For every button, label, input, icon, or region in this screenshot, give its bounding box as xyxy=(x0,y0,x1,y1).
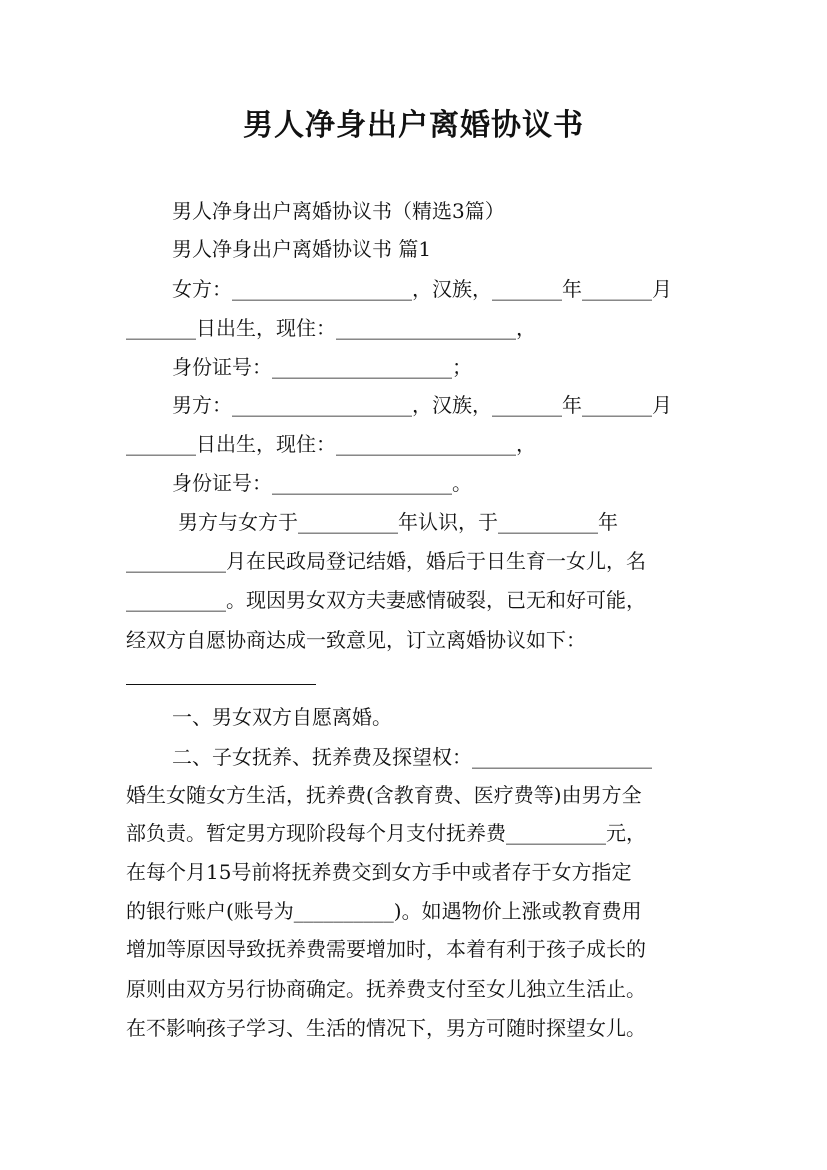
section-heading: 男人净身出户离婚协议书 篇1 xyxy=(172,237,432,261)
blank-rule xyxy=(126,684,316,685)
document-title: 男人净身出户离婚协议书 xyxy=(243,108,584,143)
body-line: 经双方自愿协商达成一致意见，订立离婚协议如下： xyxy=(126,628,586,652)
body-line: 原则由双方另行协商确定。抚养费支付至女儿独立生活止。 xyxy=(126,977,646,1001)
body-line: 婚生女随女方生活，抚养费(含教育费、医疗费等)由男方全 xyxy=(126,783,642,807)
body-line: __________。现因男女双方夫妻感情破裂，已无和好可能， xyxy=(126,588,646,612)
husband-info-line: 男方：__________________，汉族，_______年_______月 xyxy=(172,393,672,417)
body-line: 在每个月15号前将抚养费交到女方手中或者存于女方指定 xyxy=(126,860,632,884)
body-line: 部负责。暂定男方现阶段每个月支付抚养费__________元， xyxy=(126,821,646,845)
husband-id-line: 身份证号：__________________。 xyxy=(172,471,472,495)
clause-one: 一、男女双方自愿离婚。 xyxy=(172,705,392,729)
clause-two: 二、子女抚养、抚养费及探望权：__________________ xyxy=(172,745,652,769)
body-line: 增加等原因导致抚养费需要增加时，本着有利于孩子成长的 xyxy=(126,937,646,961)
wife-birth-line: _______日出生，现住：__________________， xyxy=(126,316,536,340)
subtitle-line: 男人净身出户离婚协议书（精选3篇） xyxy=(172,199,505,223)
body-line: __________月在民政局登记结婚，婚后于日生育一女儿，名 xyxy=(126,549,646,573)
wife-id-line: 身份证号：__________________； xyxy=(172,355,472,379)
body-line: 男方与女方于__________年认识，于__________年 xyxy=(178,510,618,534)
body-line: 在不影响孩子学习、生活的情况下，男方可随时探望女儿。 xyxy=(126,1016,646,1040)
body-line: 的银行账户(账号为__________)。如遇物价上涨或教育费用 xyxy=(126,899,642,923)
husband-birth-line: _______日出生，现住：__________________， xyxy=(126,432,536,456)
wife-info-line: 女方：__________________，汉族，_______年_______月 xyxy=(172,277,672,301)
